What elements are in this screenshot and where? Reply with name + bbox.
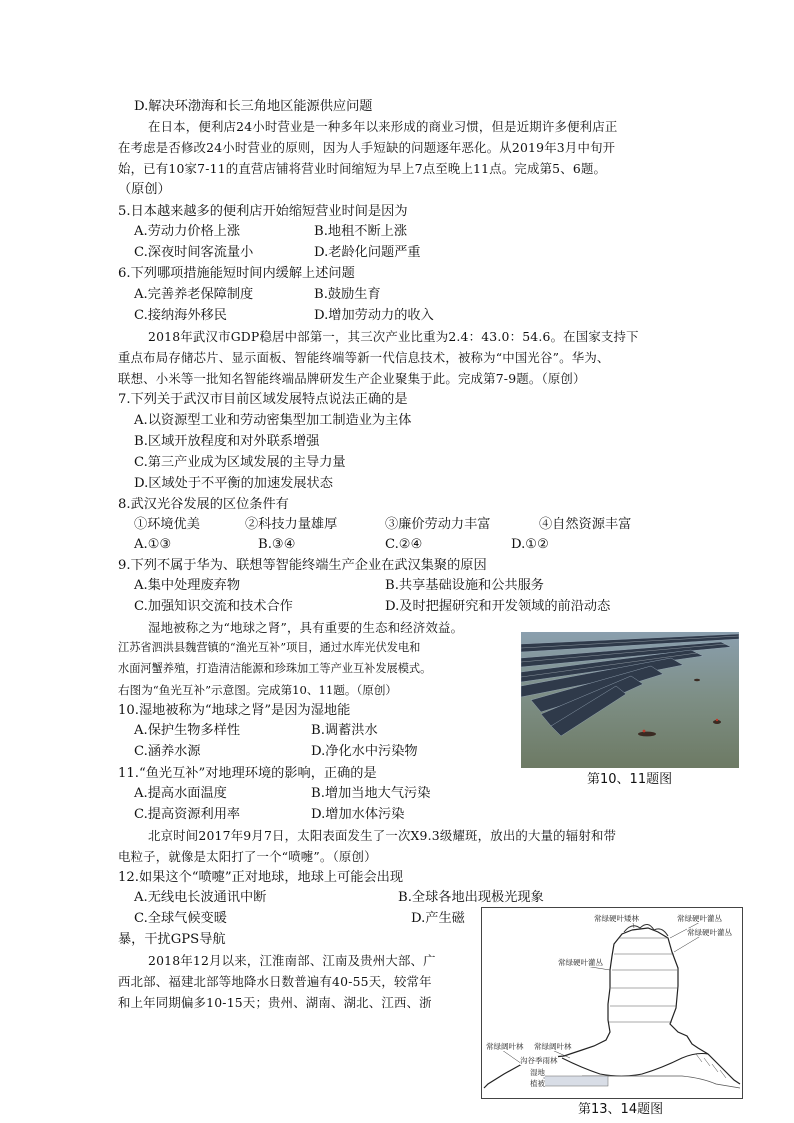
option-b: B.③④: [258, 537, 296, 552]
question-7: 7.下列关于武汉市目前区域发展特点说法正确的是: [118, 392, 408, 407]
option-d: D.增加水体污染: [311, 807, 405, 822]
question-12: 12.如果这个“喷嚏”正对地球，地球上可能会出现: [118, 870, 404, 885]
condition-3: ③廉价劳动力丰富: [385, 517, 491, 532]
option-b: B.全球各地出现极光现象: [398, 890, 544, 905]
passage-line: 江苏省泗洪县魏营镇的“渔光互补”项目，通过水库光伏发电和: [118, 641, 421, 654]
condition-2: ②科技力量雄厚: [245, 517, 338, 532]
label-evergreen-broadleaf-forest: 常绿阔叶林: [486, 1042, 524, 1051]
option-a: A.完善养老保障制度: [134, 287, 254, 302]
option-b: B.增加当地大气污染: [311, 786, 431, 801]
passage-line: 2018年12月以来，江淮南部、江南及贵州大部、广: [148, 953, 436, 968]
option-c: C.②④: [385, 537, 423, 552]
passage-line: 2018年武汉市GDP稳居中部第一，其三次产业比重为2.4：43.0：54.6。在国家支持下: [148, 329, 639, 344]
passage-line: 右图为“鱼光互补”示意图。完成第10、11题。（原创）: [118, 683, 398, 697]
passage-line: 西北部、福建北部等地降水日数普遍有40-55天，较常年: [118, 974, 432, 989]
option-d: D.区域处于不平衡的加速发展状态: [134, 476, 333, 491]
question-11: 11.“鱼光互补”对地理环境的影响，正确的是: [118, 766, 377, 781]
option-b: B.地租不断上涨: [314, 224, 408, 239]
question-8: 8.武汉光谷发展的区位条件有: [118, 497, 289, 512]
condition-1: ①环境优美: [134, 517, 200, 532]
option-d: D.产生磁: [411, 911, 465, 926]
passage-line: 在考虑是否修改24小时营业的原则，因为人手短缺的问题逐年恶化。从2019年3月中旬开: [118, 140, 616, 155]
question-6: 6.下列哪项措施能短时间内缓解上述问题: [118, 266, 355, 281]
label-vegetation: 植被: [530, 1079, 545, 1088]
option-a: A.提高水面温度: [134, 786, 227, 801]
label-valley-monsoon-rainforest: 沟谷季雨林: [520, 1056, 558, 1065]
option-b: B.调蓄洪水: [311, 723, 378, 738]
passage-line: 在日本，便利店24小时营业是一种多年以来形成的商业习惯，但是近期许多便利店正: [148, 119, 618, 134]
question-9: 9.下列不属于华为、联想等智能终端生产企业在武汉集聚的原因: [118, 558, 487, 573]
option-a: A.以资源型工业和劳动密集型加工制造业为主体: [134, 413, 412, 428]
vegetation-diagram: [481, 907, 743, 1099]
condition-4: ④自然资源丰富: [539, 517, 632, 532]
option-a: A.无线电长波通讯中断: [134, 890, 267, 905]
option-c: C.涵养水源: [134, 744, 201, 759]
option-d: D.增加劳动力的收入: [314, 308, 434, 323]
passage-line: 和上年同期偏多10-15天；贵州、湖南、湖北、江西、浙: [118, 995, 432, 1010]
passage-line: 湿地被称之为“地球之肾”，具有重要的生态和经济效益。: [148, 620, 464, 635]
option-c: C.加强知识交流和技术合作: [134, 599, 293, 614]
source-note: （原创）: [118, 182, 171, 197]
passage-line: 重点布局存储芯片、显示面板、智能终端等新一代信息技术，被称为“中国光谷”。华为、: [118, 350, 610, 365]
option-a: A.集中处理废弃物: [134, 578, 241, 593]
solar-fishery-photo: [521, 632, 739, 768]
label-evergreen-sclerophyll-shrub: 常绿硬叶灌丛: [687, 928, 732, 937]
option-d: D.老龄化问题严重: [314, 245, 421, 260]
option-a: A.①③: [134, 537, 172, 552]
option-c: C.深夜时间客流量小: [134, 245, 254, 260]
passage-line: 北京时间2017年9月7日，太阳表面发生了一次X9.3级耀斑，放出的大量的辐射和带: [148, 828, 617, 843]
passage-line: 电粒子，就像是太阳打了一个“喷嚏”。（原创）: [118, 849, 377, 864]
option-d: D.及时把握研究和开发领域的前沿动态: [385, 599, 611, 614]
option-d-continued: 暴，干扰GPS导航: [118, 932, 226, 947]
option-d-prev: D.解决环渤海和长三角地区能源供应问题: [134, 99, 373, 114]
passage-line: 联想、小米等一批知名智能终端品牌研发生产企业聚集于此。完成第7-9题。（原创）: [118, 371, 586, 386]
passage-line: 始，已有10家7-11的直营店铺将营业时间缩短为早上7点至晚上11点。完成第5、6题。: [118, 161, 607, 176]
option-a: A.劳动力价格上涨: [134, 224, 241, 239]
option-c: C.全球气候变暖: [134, 911, 227, 926]
option-d: D.①②: [511, 537, 549, 552]
option-b: B.鼓励生育: [314, 287, 381, 302]
question-10: 10.湿地被称为“地球之肾”是因为湿地能: [118, 703, 351, 718]
label-wetland: 湿地: [530, 1068, 545, 1077]
option-b: B.共享基础设施和公共服务: [385, 578, 544, 593]
label-evergreen-sclerophyll-dwarf-forest: 常绿硬叶矮林: [594, 914, 639, 923]
option-a: A.保护生物多样性: [134, 723, 241, 738]
question-5: 5.日本越来越多的便利店开始缩短营业时间是因为: [118, 204, 408, 219]
option-c: C.第三产业成为区域发展的主导力量: [134, 455, 346, 470]
option-c: C.提高资源利用率: [134, 807, 241, 822]
label-evergreen-sclerophyll-shrub: 常绿硬叶灌丛: [677, 914, 722, 923]
option-d: D.净化水中污染物: [311, 744, 418, 759]
option-c: C.接纳海外移民: [134, 308, 227, 323]
label-evergreen-sclerophyll-shrub: 常绿硬叶灌丛: [558, 958, 603, 967]
passage-line: 水面河蟹养殖，打造清洁能源和珍珠加工等产业互补发展模式。: [118, 662, 432, 675]
label-evergreen-broadleaf-forest: 常绿阔叶林: [534, 1042, 572, 1051]
option-b: B.区域开放程度和对外联系增强: [134, 434, 320, 449]
diagram-caption: 第13、14题图: [578, 1102, 664, 1117]
photo-caption: 第10、11题图: [587, 772, 673, 787]
